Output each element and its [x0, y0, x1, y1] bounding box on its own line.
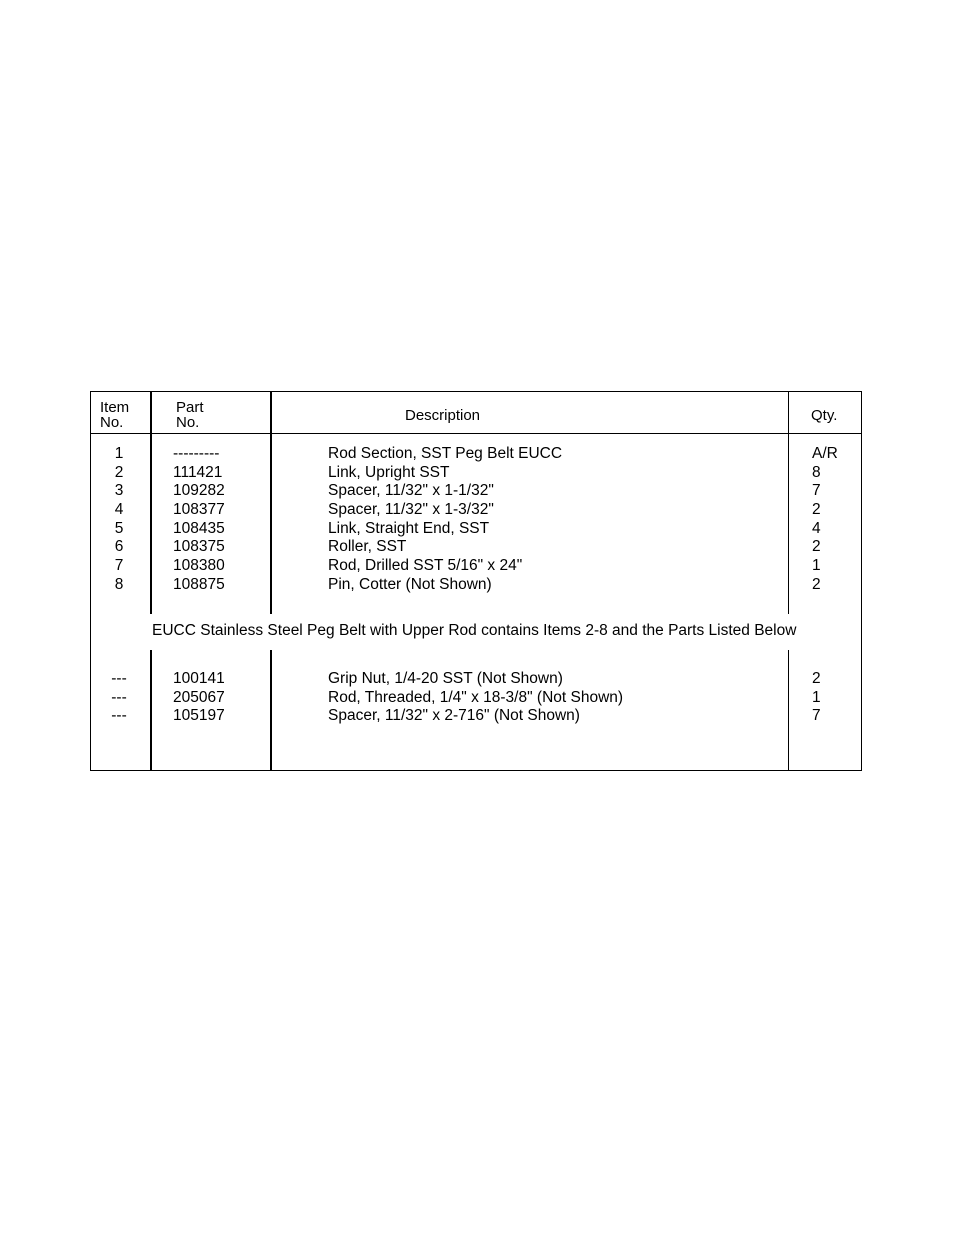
table-row: [91, 538, 861, 557]
part-no: 108375: [173, 538, 225, 556]
item-no: 8: [114, 575, 124, 593]
part-no: ---------: [173, 445, 220, 462]
header-item-line1: Item: [100, 399, 130, 416]
table-row: [91, 520, 861, 539]
parts-rows: [91, 445, 861, 595]
table-row: [91, 445, 861, 464]
item-no: ---: [111, 707, 127, 725]
description: Spacer, 11/32" x 2-716" (Not Shown): [328, 707, 580, 725]
part-no: 105197: [173, 707, 225, 725]
table-row: [91, 464, 861, 483]
table-row: [91, 689, 861, 708]
qty: 8: [812, 463, 821, 481]
part-no: 108435: [173, 519, 225, 537]
table-row: [91, 707, 861, 726]
item-no: ---: [111, 670, 127, 687]
qty: 2: [812, 575, 821, 593]
item-no: 1: [114, 445, 124, 462]
table-row: [91, 482, 861, 501]
description: Spacer, 11/32" x 1-3/32": [328, 501, 494, 519]
part-no: 205067: [173, 688, 225, 706]
qty: 1: [812, 688, 821, 706]
description: Rod, Threaded, 1/4" x 18-3/8" (Not Shown): [328, 688, 624, 706]
part-no: 100141: [173, 670, 225, 687]
description: Grip Nut, 1/4-20 SST (Not Shown): [328, 670, 563, 687]
item-no: 2: [114, 463, 124, 481]
part-no: 108875: [173, 575, 225, 593]
table-row: [91, 670, 861, 689]
kit-parts-rows: [91, 670, 861, 726]
header-description: Description: [405, 407, 481, 424]
item-no: 3: [114, 482, 124, 500]
part-no: 109282: [173, 482, 225, 500]
table-row: [91, 557, 861, 576]
qty: 2: [812, 538, 821, 556]
description: Link, Upright SST: [328, 463, 450, 481]
qty: 1: [812, 557, 821, 575]
table-row: [91, 576, 861, 595]
header-part-line2: No.: [176, 414, 200, 431]
part-no: 108377: [173, 501, 225, 519]
description: Link, Straight End, SST: [328, 519, 490, 537]
qty: 2: [812, 501, 821, 519]
item-no: 4: [114, 501, 124, 519]
item-no: 6: [114, 538, 124, 556]
qty: 7: [812, 482, 821, 500]
table-row: [91, 501, 861, 520]
description: Rod Section, SST Peg Belt EUCC: [328, 445, 563, 462]
header-part-line1: Part: [176, 399, 204, 416]
kit-note-text: EUCC Stainless Steel Peg Belt with Upper Rod contains Items 2-8 and the Parts Listed Below: [152, 622, 797, 639]
qty: 4: [812, 519, 821, 537]
description: Spacer, 11/32" x 1-1/32": [328, 482, 494, 500]
qty: 2: [812, 670, 821, 687]
description: Roller, SST: [328, 538, 407, 556]
parts-table: [90, 391, 862, 771]
qty: A/R: [812, 445, 838, 462]
description: Rod, Drilled SST 5/16" x 24": [328, 557, 523, 575]
description: Pin, Cotter (Not Shown): [328, 575, 492, 593]
header-qty: Qty.: [811, 407, 838, 424]
part-no: 111421: [173, 463, 223, 481]
header-divider: [91, 433, 861, 434]
header-item-line2: No.: [100, 414, 124, 431]
item-no: 7: [114, 557, 124, 575]
item-no: 5: [114, 519, 124, 537]
item-no: ---: [111, 688, 127, 706]
part-no: 108380: [173, 557, 225, 575]
qty: 7: [812, 707, 821, 725]
